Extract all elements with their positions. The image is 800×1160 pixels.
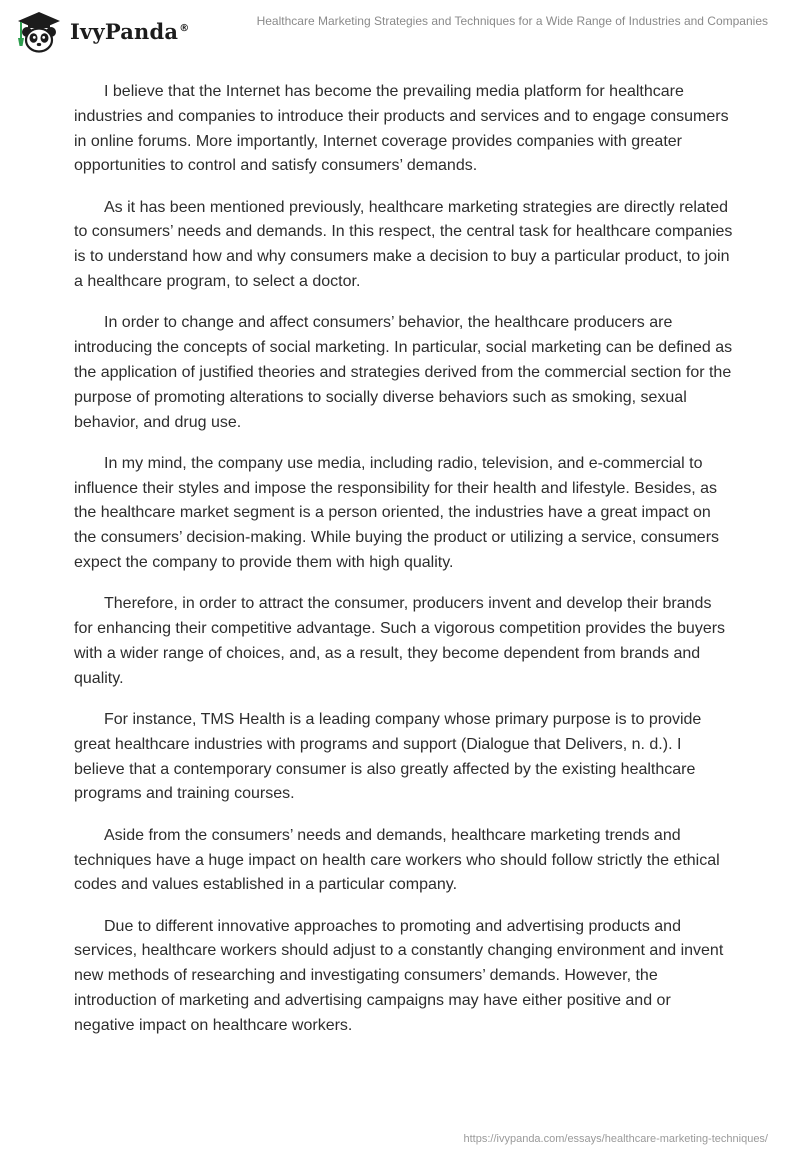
panda-graduate-icon [14, 8, 64, 54]
paragraph: In order to change and affect consumers’ behavior, the healthcare producers are introducing the concepts of social marketing. In particular, social marketing can be defined as the application of justified theories and strategies derived from the commercial section for the purpose of promoting alterations to socially diverse behaviors such as smoking, sexual behavior, and drug use. [74, 314, 733, 431]
paragraph: I believe that the Internet has become the prevailing media platform for healthcare industries and companies to introduce their products and services and to engage consumers in online forums. More importantly, Internet coverage provides companies with greater opportunities to control and satisfy consumers’ demands. [74, 83, 729, 175]
document-title: Healthcare Marketing Strategies and Techniques for a Wide Range of Industries and Companies [256, 14, 768, 28]
paragraph: Due to different innovative approaches to promoting and advertising products and services, healthcare workers should adjust to a constantly changing environment and invent new methods of researching and investigating consumers’ demands. However, the introduction of marketing and advertising campaigns may have either positive and or negative impact on healthcare workers. [74, 917, 724, 1034]
essay-body [74, 80, 734, 1055]
logo-text: IvyPanda [70, 18, 179, 44]
paragraph: Therefore, in order to attract the consumer, producers invent and develop their brands for enhancing their competitive advantage. Such a vigorous competition provides the buyers with a wider range of choices, and, as a result, they become dependent from brands and quality. [74, 595, 726, 687]
paragraph: As it has been mentioned previously, healthcare marketing strategies are directly related to consumers’ needs and demands. In this respect, the central task for healthcare companies is to understand how and why consumers make a decision to buy a particular product, to join a healthcare program, to select a doctor. [74, 198, 733, 291]
paragraph: In my mind, the company use media, including radio, television, and e-commercial to influence their styles and impose the responsibility for their health and lifestyle. Besides, as the healthcare market segment is a person oriented, the industries have a great impact on the consumers’ decision-making. While buying the product or utilizing a service, consumers expect the company to provide them with high quality. [74, 454, 720, 572]
registered-mark: ® [179, 22, 190, 34]
page-header [0, 0, 800, 60]
paragraph: For instance, TMS Health is a leading company whose primary purpose is to provide great healthcare industries with programs and support (Dialogue that Delivers, n. d.). I believe that a contemporary consumer is also greatly affected by the existing healthcare programs and training courses. [74, 711, 702, 803]
ivypanda-logo[interactable] [14, 8, 189, 54]
logo-wordmark [70, 19, 189, 44]
paragraph: Aside from the consumers’ needs and demands, healthcare marketing trends and techniques have a huge impact on health care workers who should follow strictly the ethical codes and values established in a particular company. [74, 826, 720, 894]
source-url-link[interactable]: https://ivypanda.com/essays/healthcare-marketing-techniques/ [463, 1133, 768, 1145]
